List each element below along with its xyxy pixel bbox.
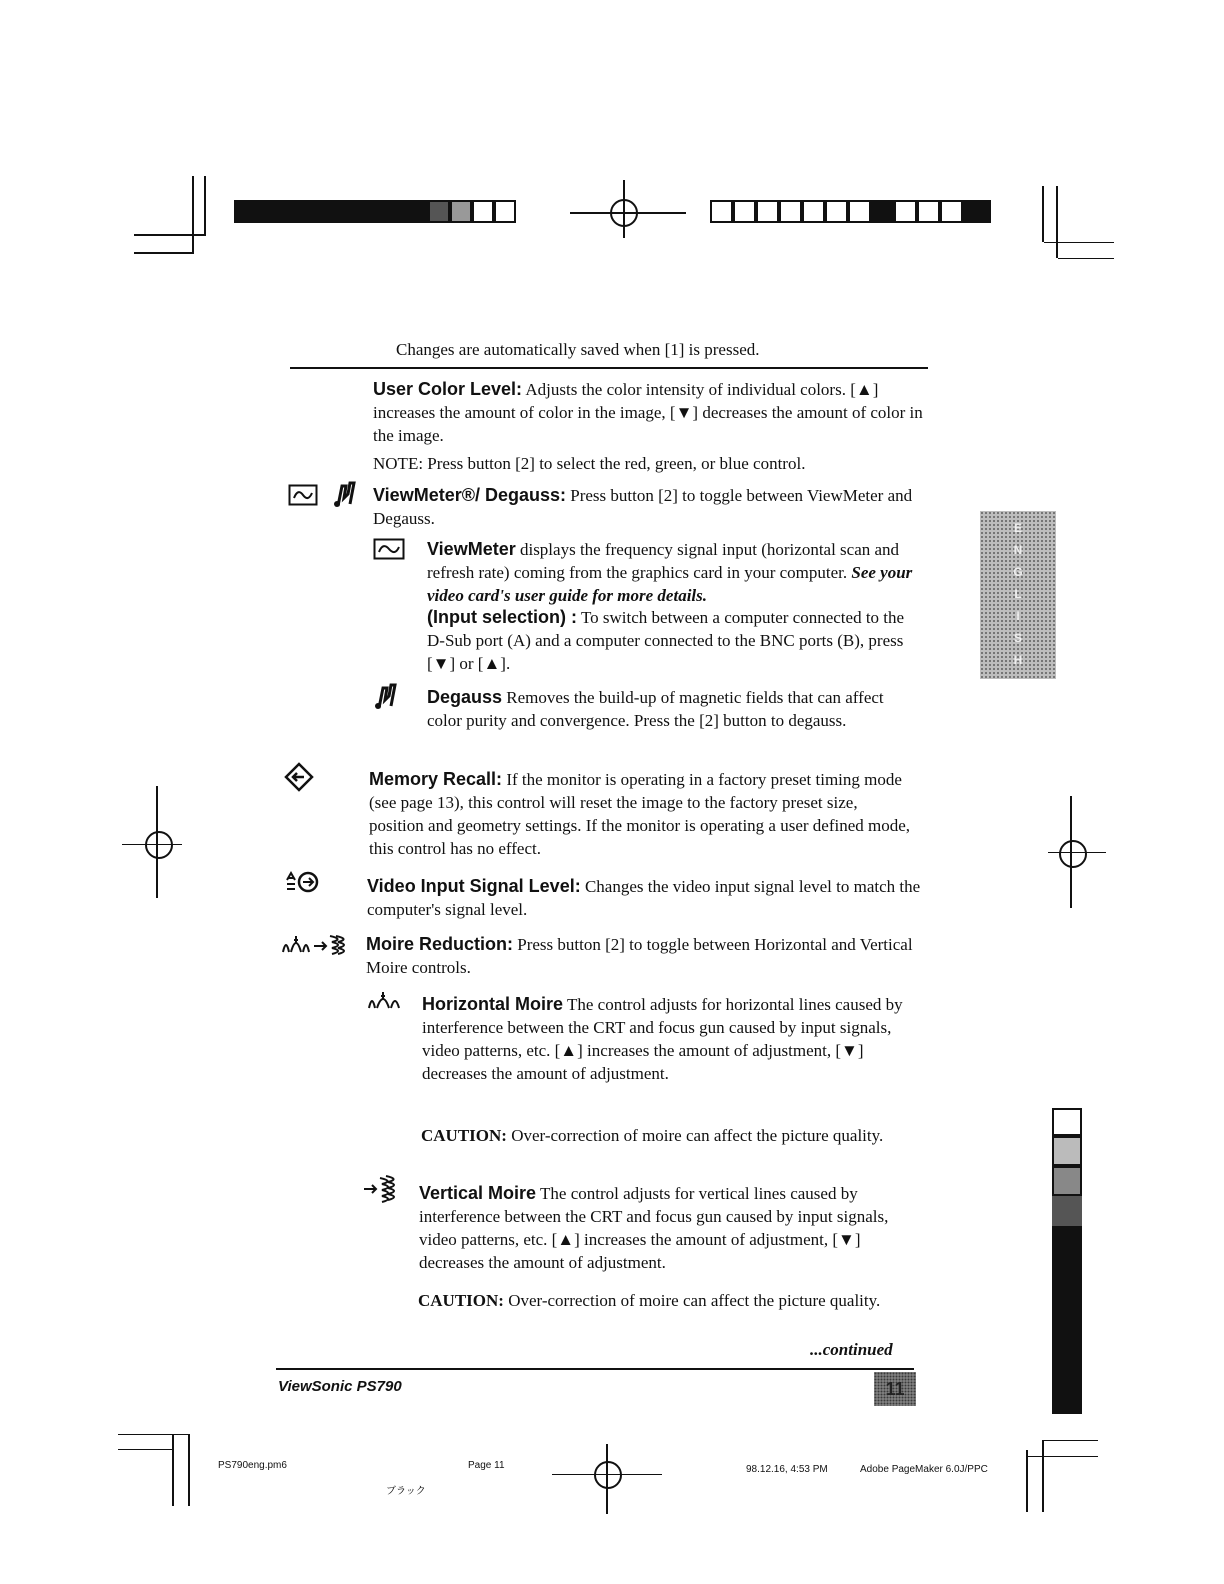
input-selection-text: To switch between a computer connected to the D-Sub port (A) and a computer connected to the BNC ports (B), press [▼] or [▲]. bbox=[427, 608, 905, 673]
degauss-icon bbox=[373, 682, 399, 710]
video-input-icon bbox=[284, 870, 320, 894]
header-rule bbox=[290, 367, 928, 369]
degauss-icon bbox=[332, 480, 358, 508]
viewmeter-degauss-text: Press button [2] to toggle between ViewMeter and Degauss. bbox=[373, 486, 913, 528]
caution-label: CAUTION: bbox=[421, 1126, 507, 1145]
user-color-section bbox=[373, 378, 928, 447]
degauss-section bbox=[427, 686, 917, 732]
viewmeter-degauss-title: ViewMeter®/ Degauss: bbox=[373, 485, 566, 505]
tab-letter: N bbox=[1013, 543, 1023, 557]
moire-reduction-text: Press button [2] to toggle between Horizontal and Vertical Moire controls. bbox=[366, 935, 913, 977]
vertical-moire-text: The control adjusts for vertical lines caused by interference between the CRT and focus gun caused by input signals, video patterns, etc. [▲] increases the amount of adjustment, [▼] decreases the amount of adjustment. bbox=[419, 1184, 889, 1272]
language-tab-letters bbox=[980, 517, 1056, 671]
slug-page: Page 11 bbox=[468, 1460, 505, 1471]
tab-letter: I bbox=[1016, 609, 1020, 623]
degauss-text: Removes the build-up of magnetic fields that can affect color purity and convergence. Press the [2] button to degauss. bbox=[427, 688, 884, 730]
viewmeter-emphasis: See your video card's user guide for more details. bbox=[427, 563, 913, 605]
moire-reduction-title: Moire Reduction: bbox=[366, 934, 513, 954]
continued-label: ...continued bbox=[810, 1340, 893, 1359]
caution-label: CAUTION: bbox=[418, 1291, 504, 1310]
footer-rule bbox=[276, 1368, 914, 1370]
video-input-section bbox=[367, 875, 927, 921]
color-bar-left bbox=[234, 200, 516, 224]
user-color-title: User Color Level: bbox=[373, 379, 523, 399]
slug-filename: PS790eng.pm6 bbox=[218, 1460, 287, 1471]
slug-application: Adobe PageMaker 6.0J/PPC bbox=[860, 1464, 988, 1475]
vertical-moire-section bbox=[419, 1182, 916, 1274]
horizontal-moire-section bbox=[422, 993, 917, 1085]
memory-recall-icon bbox=[284, 762, 314, 792]
page-number-badge bbox=[874, 1372, 916, 1406]
vertical-moire-caution bbox=[418, 1289, 915, 1312]
input-selection-title: (Input selection) : bbox=[427, 607, 577, 627]
viewmeter-icon bbox=[288, 484, 318, 506]
horizontal-moire-text: The control adjusts for horizontal lines caused by interference between the CRT and focus gun caused by input signals, video patterns, etc. [▲] increases the amount of adjustment, [▼] decreases the amount of adjustment. bbox=[422, 995, 903, 1083]
tab-letter: G bbox=[1013, 565, 1023, 579]
moire-icon bbox=[280, 932, 356, 958]
viewmeter-degauss-section bbox=[373, 484, 933, 530]
horizontal-moire-title: Horizontal Moire bbox=[422, 994, 564, 1014]
tab-letter: H bbox=[1013, 653, 1023, 667]
tab-letter: E bbox=[1013, 521, 1022, 535]
viewmeter-title: ViewMeter bbox=[427, 539, 516, 559]
tab-letter: L bbox=[1014, 587, 1022, 601]
caution-text: Over-correction of moire can affect the picture quality. bbox=[511, 1126, 884, 1145]
viewmeter-text: displays the frequency signal input (horizontal scan and refresh rate) coming from the graphics card in your computer. bbox=[427, 540, 900, 582]
page-number: 11 bbox=[885, 1379, 905, 1399]
header-note: Changes are automatically saved when [1] is pressed. bbox=[396, 340, 760, 359]
memory-recall-section bbox=[369, 768, 914, 860]
moire-reduction-section bbox=[366, 933, 926, 979]
language-tab bbox=[980, 511, 1056, 679]
degauss-title: Degauss bbox=[427, 687, 503, 707]
footer-brand: ViewSonic PS790 bbox=[278, 1378, 402, 1395]
video-input-text: Changes the video input signal level to match the computer's signal level. bbox=[367, 877, 921, 919]
user-color-note: NOTE: Press button [2] to select the red, green, or blue control. bbox=[373, 454, 806, 473]
viewmeter-section bbox=[427, 538, 922, 607]
vertical-moire-title: Vertical Moire bbox=[419, 1183, 537, 1203]
memory-recall-text: If the monitor is operating in a factory preset timing mode (see page 13), this control will reset the image to the factory preset size, position and geometry settings. If the monitor is operating a user defined mode, this control has no effect. bbox=[369, 770, 911, 858]
caution-text: Over-correction of moire can affect the picture quality. bbox=[508, 1291, 881, 1310]
user-color-text: Adjusts the color intensity of individual colors. [▲] increases the amount of color in the image, [▼] decreases the amount of color in the image. bbox=[373, 380, 923, 445]
video-input-title: Video Input Signal Level: bbox=[367, 876, 581, 896]
vertical-moire-icon bbox=[362, 1174, 402, 1204]
tab-letter: S bbox=[1013, 631, 1022, 645]
horizontal-moire-caution bbox=[421, 1124, 916, 1147]
memory-recall-title: Memory Recall: bbox=[369, 769, 503, 789]
slug-plate: ブラック bbox=[386, 1486, 426, 1497]
color-bar-right bbox=[710, 200, 991, 224]
input-selection-section bbox=[427, 606, 922, 675]
slug-timestamp: 98.12.16, 4:53 PM bbox=[746, 1464, 828, 1475]
viewmeter-icon bbox=[373, 538, 405, 560]
horizontal-moire-icon bbox=[366, 988, 402, 1012]
